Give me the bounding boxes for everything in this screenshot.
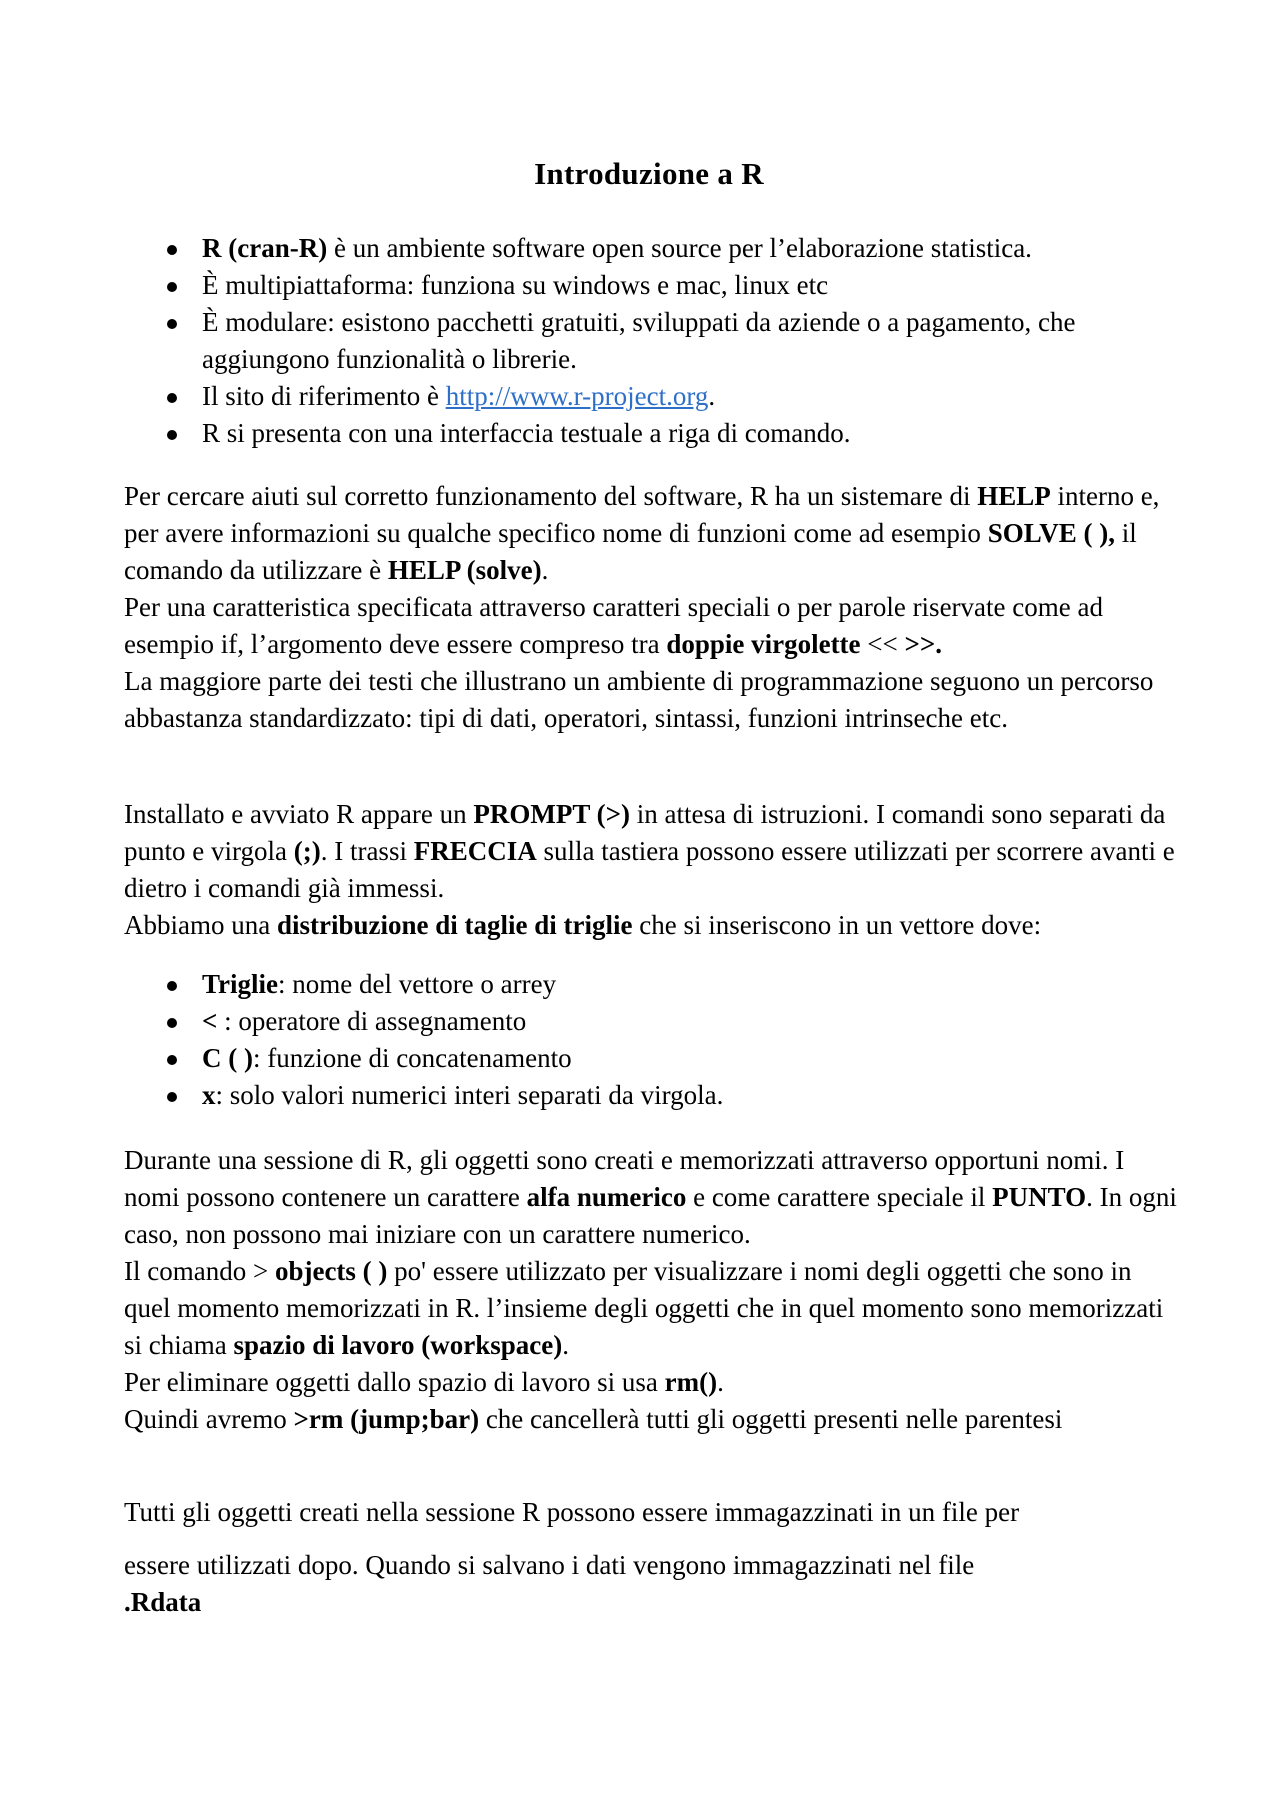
text-bold: rm(): [664, 1367, 718, 1397]
text-run: interno e, per avere informazioni su qualche specifico nome di funzioni come ad esempio: [124, 481, 1160, 548]
bullet-text: È modulare: esistono pacchetti gratuiti, sviluppati da aziende o a pagamento, che aggiungono funzionalità o librerie.: [202, 307, 1076, 374]
text-run: .: [562, 1330, 569, 1360]
vector-bullet-list: [124, 966, 1174, 1114]
save-line-1: Tutti gli oggetti creati nella sessione R possono essere immagazzinati in un file per: [124, 1497, 1020, 1527]
objects-paragraph: [124, 1142, 1184, 1438]
list-item: [124, 1077, 1174, 1114]
page-title: Introduzione a R: [534, 156, 764, 191]
bullet-bold: R (cran-R): [202, 233, 328, 263]
bullet-icon: [167, 1055, 177, 1065]
bullet-text: : nome del vettore o arrey: [277, 969, 557, 999]
bullet-text: È multipiattaforma: funziona su windows e mac, linux etc: [202, 270, 829, 300]
prompt-paragraph: [124, 796, 1184, 944]
list-item: [124, 966, 1174, 1003]
bullet-icon: [167, 282, 177, 292]
text-run: . In ogni caso, non possono mai iniziare con un carattere numerico.: [124, 1182, 1177, 1249]
text-bold: objects ( ): [274, 1256, 388, 1286]
text-bold: (;): [293, 836, 321, 866]
list-item: [124, 415, 1174, 452]
rm-example-text: [124, 1401, 1184, 1438]
text-run: che cancellerà tutti gli oggetti presenti nelle parentesi: [479, 1404, 1063, 1434]
list-item: [124, 378, 1174, 415]
text-run: sulla tastiera possono essere utilizzati per scorrere avanti e dietro i comandi già immessi.: [124, 836, 1175, 903]
bullet-text: : solo valori numerici interi separati da virgola.: [215, 1080, 724, 1110]
text-run: . I trassi: [320, 836, 414, 866]
text-run: Installato e avviato R appare un: [124, 799, 474, 829]
intro-bullet-list: [124, 230, 1174, 452]
text-bold: HELP (solve): [387, 555, 542, 585]
text-run: Quindi avremo: [124, 1404, 294, 1434]
bullet-text: .: [708, 381, 716, 411]
bullet-bold: Triglie: [202, 969, 278, 999]
bullet-icon: [167, 393, 177, 403]
text-run: Per cercare aiuti sul corretto funzionamento del software, R ha un sistemare di: [124, 481, 978, 511]
text-run: e come carattere speciale il: [686, 1182, 993, 1212]
special-chars-text: [124, 589, 1184, 663]
bullet-icon: [167, 430, 177, 440]
list-item: [124, 1040, 1174, 1077]
objects-command-text: [124, 1253, 1184, 1364]
standard-path-text: La maggiore parte dei testi che illustrano un ambiente di programmazione seguono un percorso abbastanza standardizzato: tipi di dati, operatori, sintassi, funzioni intrinseche etc.: [124, 666, 1154, 733]
bullet-bold: x: [202, 1080, 216, 1110]
text-run: Abbiamo una: [124, 910, 277, 940]
list-item: [124, 230, 1174, 267]
prompt-text: [124, 796, 1184, 907]
names-text: [124, 1142, 1184, 1253]
bullet-icon: [167, 319, 177, 329]
list-item: [124, 1003, 1174, 1040]
bullet-text: R si presenta con una interfaccia testuale a riga di comando.: [202, 418, 851, 448]
rm-text: [124, 1364, 1184, 1401]
text-bold: doppie virgolette: [666, 629, 861, 659]
text-run: che si inseriscono in un vettore dove:: [632, 910, 1042, 940]
save-paragraph: [124, 1494, 1184, 1621]
bullet-bold: C ( ): [202, 1043, 253, 1073]
bullet-text: Il sito di riferimento è: [202, 381, 446, 411]
bullet-text: è un ambiente software open source per l’elaborazione statistica.: [327, 233, 1032, 263]
text-run: Per eliminare oggetti dallo spazio di lavoro si usa: [124, 1367, 665, 1397]
text-bold: >rm (jump;bar): [293, 1404, 480, 1434]
save-line-2: essere utilizzati dopo. Quando si salvano i dati vengono immagazzinati nel file: [124, 1550, 975, 1580]
distribution-text: [124, 907, 1184, 944]
bullet-icon: [167, 1092, 177, 1102]
text-bold: distribuzione di taglie di triglie: [276, 910, 633, 940]
list-item: [124, 267, 1174, 304]
rdata-label: [124, 1584, 1184, 1621]
help-paragraph: [124, 478, 1184, 737]
text-run: in attesa di istruzioni. I comandi sono separati da punto e virgola: [124, 799, 1166, 866]
text-bold: .Rdata: [124, 1587, 202, 1617]
list-item: [124, 304, 1174, 378]
text-bold: alfa numerico: [526, 1182, 687, 1212]
text-run: po' essere utilizzato per visualizzare i nomi degli oggetti che sono in quel momento memorizzati in R. l’insieme degli oggetti che in quel momento sono memorizzati si chiama: [124, 1256, 1164, 1360]
text-bold: PUNTO: [992, 1182, 1087, 1212]
bullet-text: : funzione di concatenamento: [252, 1043, 572, 1073]
help-text: [124, 478, 1184, 589]
text-run: Il comando >: [124, 1256, 275, 1286]
bullet-icon: [167, 1018, 177, 1028]
text-bold: >>.: [904, 629, 943, 659]
text-bold: SOLVE ( ),: [987, 518, 1115, 548]
bullet-bold: <: [202, 1006, 218, 1036]
bullet-icon: [167, 245, 177, 255]
bullet-text: : operatore di assegnamento: [217, 1006, 527, 1036]
text-bold: spazio di lavoro (workspace): [233, 1330, 563, 1360]
text-bold: HELP: [977, 481, 1051, 511]
bullet-icon: [167, 981, 177, 991]
text-bold: FRECCIA: [413, 836, 537, 866]
text-run: <<: [860, 629, 905, 659]
text-run: Per una caratteristica specificata attraverso caratteri speciali o per parole riservate come ad esempio if, l’argomento deve essere compreso tra: [124, 592, 1103, 659]
text-run: .: [541, 555, 549, 585]
text-run: Durante una sessione di R, gli oggetti sono creati e memorizzati attraverso opportuni nomi. I nomi possono contenere un carattere: [124, 1145, 1125, 1212]
text-run: .: [717, 1367, 724, 1397]
text-run: il comando da utilizzare è: [124, 518, 1137, 585]
r-project-link[interactable]: http://www.r-project.org: [445, 381, 709, 411]
text-bold: PROMPT (>): [473, 799, 630, 829]
